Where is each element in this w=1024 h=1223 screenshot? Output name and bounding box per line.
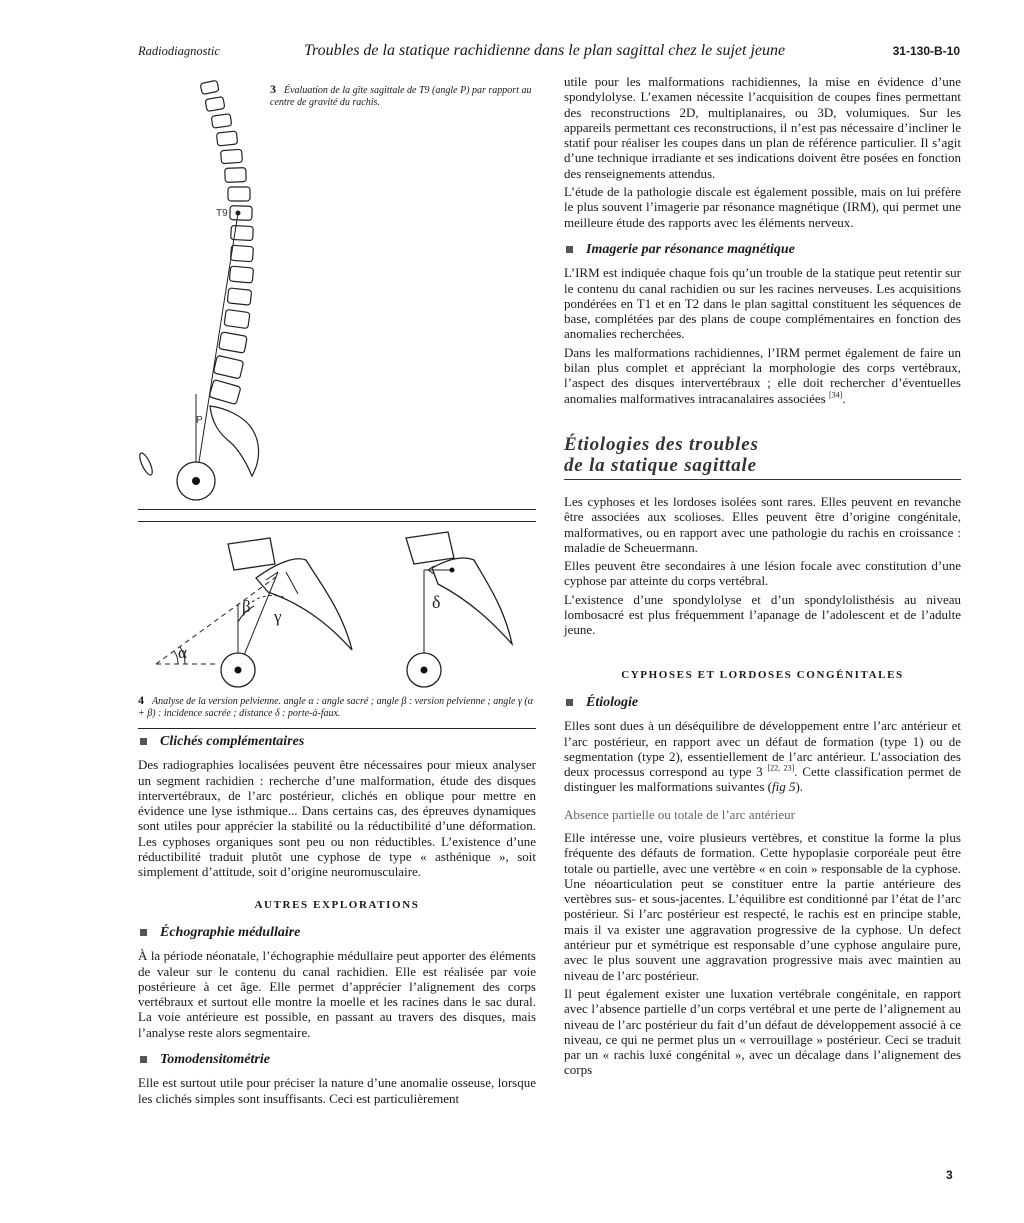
left-column-text bbox=[138, 734, 536, 1109]
heading-echographie: Échographie médullaire bbox=[138, 925, 536, 940]
running-header bbox=[138, 42, 962, 62]
header-reference: 31-130-B-10 bbox=[892, 44, 960, 58]
paragraph-absence-1: Elle intéresse une, voire plusieurs vertèbres, et constitue la forme la plus fréquente des défauts de formation. Cette hypoplasie corporéale peut être totale ou partielle, avec une vertèbre « en coin » responsable de la cyphose. Une néoarticulation peut se constituer entre la partie antérieure des vertèbres sus- et sous-jacentes. L’équilibre est conditionné par l’état de l’arc postérieur. Si l’arc postérieur est respecté, le rachis est en principe stable, mais il va exister une aggravation progressive de la cyphose. Un defect antérieur pur et symétrique est responsable d’une cyphose angulaire pure, avec le plus souvent une aggravation progressive mais avec maintien au niveau de l’arc postérieur. bbox=[564, 829, 961, 983]
spine-diagram bbox=[138, 74, 268, 510]
figure-4-number: 4 bbox=[138, 693, 144, 707]
bullet-square-icon bbox=[566, 246, 573, 253]
figure-3 bbox=[138, 74, 536, 510]
figure-4 bbox=[138, 521, 536, 729]
heading-cyphoses-congenitales: CYPHOSES ET LORDOSES CONGÉNITALES bbox=[621, 668, 904, 681]
pelvic-diagram bbox=[138, 522, 536, 690]
heading-cliches: Clichés complémentaires bbox=[138, 734, 536, 749]
heading-absence-arc-anterieur: Absence partielle ou totale de l’arc antérieur bbox=[564, 806, 795, 822]
paragraph-irm-2: Dans les malformations rachidiennes, l’IRM permet également de faire un bilan plus complet et appréciant la morphologie des corps vertébraux, l’aspect des disques intervertébraux ; elle doit rechercher d’éventuelles anomalies malformatives intracanalaires associées [34]. bbox=[564, 344, 961, 406]
bullet-square-icon bbox=[140, 1056, 147, 1063]
label-p: P bbox=[196, 415, 203, 426]
figure-3-number: 3 bbox=[270, 82, 276, 96]
bullet-square-icon bbox=[140, 738, 147, 745]
paragraph-absence-2: Il peut également exister une luxation vertébrale congénitale, en rapport avec l’absence partielle d’un corps vertébral et une perte de l’alignement au niveau de l’arc postérieur du fait d’un défaut de développement associé à ce niveau, ce qui ne permet plus un « verrouillage » postérieur. Ceci se traduit par un « rachis luxé congénital », avec un décalage dans l’alignement des corps bbox=[564, 985, 961, 1078]
label-delta: δ bbox=[432, 592, 441, 612]
paragraph-pathologie-discale: L’étude de la pathologie discale est également possible, mais on lui préfère le plus souvent l’imagerie par résonance magnétique (IRM), qui permet une meilleure étude des rapports avec les éléments nerveux. bbox=[564, 184, 961, 230]
paragraph-tdm-continued: utile pour les malformations rachidiennes, la mise en évidence d’une spondylolyse. L’examen nécessite l’acquisition de coupes fines permettant des reconstructions 2D, multiplanaires, ou 3D, volumiques. Sur les appareils permettant ces reconstructions, il n’est pas nécessaire d’incliner le statif pour réaliser les coupes dans un plan de référence particulier. Il s’agit d’une technique irradiante et ses indications doivent être posées en fonction des renseignements attendus. bbox=[564, 74, 961, 181]
heading-etiologie: Étiologie bbox=[564, 695, 961, 710]
paragraph-etiologies-1: Les cyphoses et les lordoses isolées sont rares. Elles peuvent en revanche être associées aux scolioses. Elles peuvent être d’origine congénitale, malformatives, ou en rapport avec une pathologie du rachis en croissance : maladie de Scheuermann. bbox=[564, 493, 961, 555]
header-section: Radiodiagnostic bbox=[138, 44, 220, 58]
heading-autres-explorations: AUTRES EXPLORATIONS bbox=[254, 898, 420, 911]
right-column-text bbox=[564, 74, 961, 1081]
citation: [34] bbox=[828, 390, 843, 400]
section-title-etiologies: Étiologies des troubles de la statique sagittale bbox=[564, 434, 961, 480]
paragraph-cliches: Des radiographies localisées peuvent être nécessaires pour mieux analyser un segment rachidien : recherche d’une malformation, étude des disques intervertébraux, de l’arc postérieur, clichés en oblique pour mettre en évidence une lyse isthmique... Dans certains cas, des épreuves dynamiques sont utiles pour apprécier la stabilité ou la réductibilité d’une déformation. Les cyphoses organiques sont peu ou non réductibles. L’existence d’une réductibilité traduit plutôt une cyphose de type « asthénique », soit simplement d’attitude, soit d’origine neuromusculaire. bbox=[138, 757, 536, 880]
label-t9: T9 bbox=[216, 208, 228, 219]
figure-4-caption-text: Analyse de la version pelvienne. angle α : angle sacré ; angle β : version pelvienne ; angle γ (α + β) : incidence sacrée ; distance δ : porte-à-faux. bbox=[138, 696, 533, 719]
label-beta: β bbox=[242, 597, 251, 616]
figure-reference: fig 5 bbox=[771, 779, 796, 795]
paragraph-etiologie: Elles sont dues à un déséquilibre de développement entre l’arc antérieur et l’arc postérieur, en rapport avec un défaut de formation (type 1) ou de segmentation (type 2), essentiellement de l’arc antérieur. L’association des deux processus correspond au type 3 [22, 23]. Cette classification permet de distinguer les malformations suivantes (fig 5). bbox=[564, 718, 962, 795]
heading-irm: Imagerie par résonance magnétique bbox=[564, 242, 961, 257]
page-number: 3 bbox=[946, 1168, 953, 1182]
figure-3-caption-text: Évaluation de la gîte sagittale de T9 (angle P) par rapport au centre de gravité du rachis. bbox=[270, 85, 532, 108]
figure-3-caption bbox=[270, 84, 536, 108]
figure-4-caption bbox=[138, 694, 536, 720]
citation: [22, 23] bbox=[767, 763, 795, 773]
header-title: Troubles de la statique rachidienne dans le plan sagittal chez le sujet jeune bbox=[304, 42, 786, 59]
label-alpha: α bbox=[178, 643, 187, 662]
bullet-square-icon bbox=[140, 929, 147, 936]
paragraph-etiologies-2: Elles peuvent être secondaires à une lésion focale avec constitution d’une cyphose par atteinte du corps vertébral. bbox=[564, 558, 961, 589]
paragraph-etiologies-3: L’existence d’une spondylolyse et d’un spondylolisthésis au niveau lombosacré est plus fréquemment l’apanage de l’adolescent et de l’adulte jeune. bbox=[564, 591, 961, 638]
paragraph-irm-1: L’IRM est indiquée chaque fois qu’un trouble de la statique peut retentir sur le contenu du canal rachidien ou sur les racines nerveuses. Les acquisitions pondérées en T1 et en T2 dans le plan sagittal constituent les séquences de base, complétées par des plans de coupe complémentaires en fonction des anomalies recherchées. bbox=[564, 265, 961, 342]
heading-tomodensitometrie: Tomodensitométrie bbox=[138, 1052, 536, 1067]
paragraph-tomodensitometrie: Elle est surtout utile pour préciser la nature d’une anomalie osseuse, lorsque les clichés simples sont insuffisants. Ceci est particulièrement bbox=[138, 1075, 536, 1106]
label-gamma: γ bbox=[274, 607, 282, 626]
bullet-square-icon bbox=[566, 699, 573, 706]
paragraph-echographie: À la période néonatale, l’échographie médullaire peut apporter des éléments de valeur sur le contenu du canal rachidien. Elle est réalisée par voie postérieure à cet âge. Elle permet d’apprécier l’alignement des corps vertébraux et surtout elle montre la moelle et les racines dans le sac dural. La voie antérieure est possible, en passant au travers des disques, mais l’analyse reste alors segmentaire. bbox=[138, 948, 536, 1040]
